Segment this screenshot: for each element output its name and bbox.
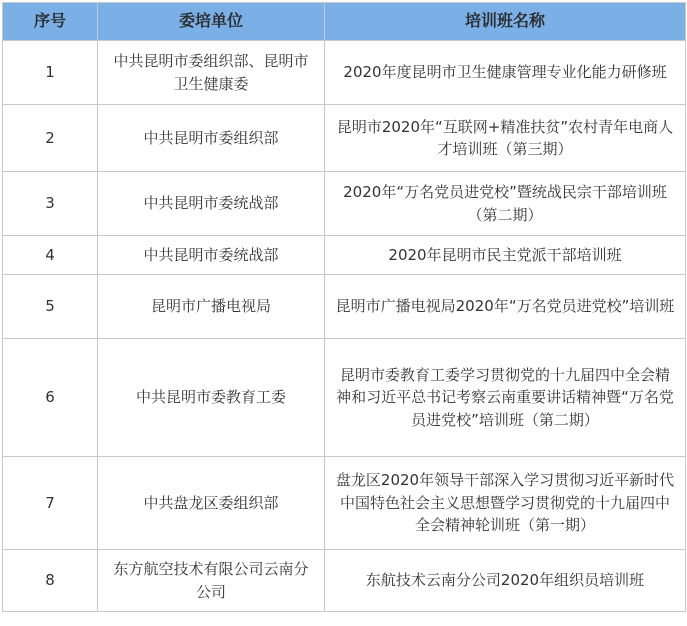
- row-unit: 东方航空技术有限公司云南分公司: [98, 550, 325, 612]
- row-unit: 中共盘龙区委组织部: [98, 457, 325, 550]
- row-unit: 中共昆明市委统战部: [98, 172, 325, 236]
- header-index: 序号: [3, 3, 98, 41]
- row-class-name: 东航技术云南分公司2020年组织员培训班: [325, 550, 686, 612]
- row-index: 3: [3, 172, 98, 236]
- row-index: 4: [3, 236, 98, 275]
- row-index: 8: [3, 550, 98, 612]
- row-unit: 昆明市广播电视局: [98, 275, 325, 339]
- row-unit: 中共昆明市委组织部、昆明市卫生健康委: [98, 41, 325, 105]
- row-class-name: 昆明市委教育工委学习贯彻党的十九届四中全会精神和习近平总书记考察云南重要讲话精神暨“万名党员进党校”培训班（第二期）: [325, 339, 686, 457]
- table-row: [3, 457, 686, 550]
- row-class-name: 昆明市2020年“互联网+精准扶贫”农村青年电商人才培训班（第三期）: [325, 105, 686, 172]
- row-index: 1: [3, 41, 98, 105]
- row-class-name: 盘龙区2020年领导干部深入学习贯彻习近平新时代中国特色社会主义思想暨学习贯彻党的十九届四中全会精神轮训班（第一期）: [325, 457, 686, 550]
- row-unit: 中共昆明市委统战部: [98, 236, 325, 275]
- table-header-row: [3, 3, 686, 41]
- row-unit: 中共昆明市委组织部: [98, 105, 325, 172]
- row-unit: 中共昆明市委教育工委: [98, 339, 325, 457]
- row-index: 5: [3, 275, 98, 339]
- header-unit: 委培单位: [98, 3, 325, 41]
- row-index: 7: [3, 457, 98, 550]
- table-row: [3, 236, 686, 275]
- training-class-table: [2, 2, 686, 612]
- table-row: [3, 41, 686, 105]
- table-row: [3, 105, 686, 172]
- row-class-name: 昆明市广播电视局2020年“万名党员进党校”培训班: [325, 275, 686, 339]
- table-row: [3, 550, 686, 612]
- row-class-name: 2020年度昆明市卫生健康管理专业化能力研修班: [325, 41, 686, 105]
- row-class-name: 2020年“万名党员进党校”暨统战民宗干部培训班（第二期）: [325, 172, 686, 236]
- table-row: [3, 275, 686, 339]
- table-row: [3, 172, 686, 236]
- row-class-name: 2020年昆明市民主党派干部培训班: [325, 236, 686, 275]
- table-row: [3, 339, 686, 457]
- row-index: 2: [3, 105, 98, 172]
- header-class-name: 培训班名称: [325, 3, 686, 41]
- row-index: 6: [3, 339, 98, 457]
